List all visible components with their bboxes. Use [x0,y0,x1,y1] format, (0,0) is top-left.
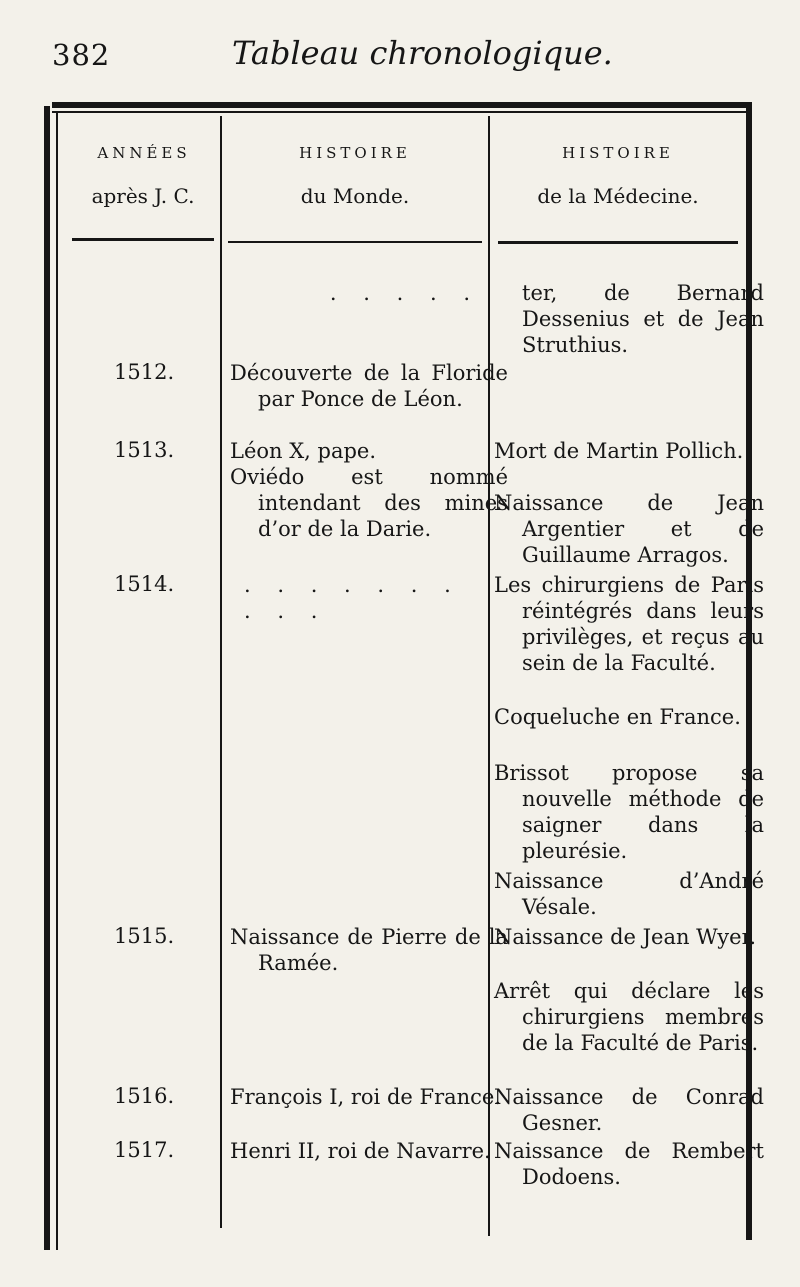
world-continuation: . . . . . [329,281,480,305]
left-border [44,106,50,1250]
column-header-years-sub: après J. C. [91,184,195,208]
world-event: François I, roi de France. [230,1085,502,1109]
year-label: 1512. [114,360,175,384]
year-label: 1515. [114,924,175,948]
year-label: 1513. [114,438,175,462]
medicine-event: Naissance de Jean Wyer. [494,925,757,949]
year-label: 1514. [114,572,175,596]
column-separator [488,116,490,1236]
chronology-table [44,100,764,1250]
medicine-event: Naissance d’André Vésale. [494,869,764,919]
column-header-medicine: HISTOIRE [562,144,674,162]
world-event: Naissance de Pierre de la Ramée. [230,925,508,975]
column-header-years: ANNÉES [97,144,191,162]
world-event: Oviédo est nommé intendant des mines d’or de la Darie. [230,465,508,541]
world-event: . . . . . . . . . . [244,573,461,623]
top-rule-thin [52,111,752,113]
top-rule [52,102,752,108]
left-border-thin [56,112,58,1250]
medicine-event: Mort de Martin Pollich. [494,439,744,463]
running-title: Tableau chronologique. [232,34,613,72]
year-label: 1516. [114,1084,175,1108]
world-event: Découverte de la Floride par Ponce de Léon. [230,361,508,411]
header-underline [228,241,482,243]
medicine-event: Les chirurgiens de Paris réintégrés dans leurs privilèges, et reçus au sein de la Faculté. [494,573,764,675]
world-event: Léon X, pape. [230,439,377,463]
page-header [44,34,764,84]
medicine-event: Naissance de Rembert Dodoens. [494,1139,764,1189]
medicine-event: Naissance de Conrad Gesner. [494,1085,764,1135]
column-header-medicine-sub: de la Médecine. [537,184,699,208]
page-number: 382 [52,38,111,72]
medicine-event: Arrêt qui déclare les chirurgiens membres de la Faculté de Paris. [494,979,764,1055]
world-event: Henri II, roi de Navarre. [230,1139,491,1163]
medicine-continuation: ter, de Bernard Dessenius et de Jean Struthius. [522,281,764,357]
year-label: 1517. [114,1138,175,1162]
column-separator [220,116,222,1228]
medicine-event: Coqueluche en France. [494,705,741,729]
column-header-world-sub: du Monde. [300,184,410,208]
header-underline [498,241,738,244]
header-underline [72,238,214,241]
medicine-event: Brissot propose sa nouvelle méthode de saigner dans la pleurésie. [494,761,764,863]
medicine-event: Naissance de Jean Argentier et de Guillaume Arragos. [494,491,764,567]
column-header-world: HISTOIRE [299,144,411,162]
